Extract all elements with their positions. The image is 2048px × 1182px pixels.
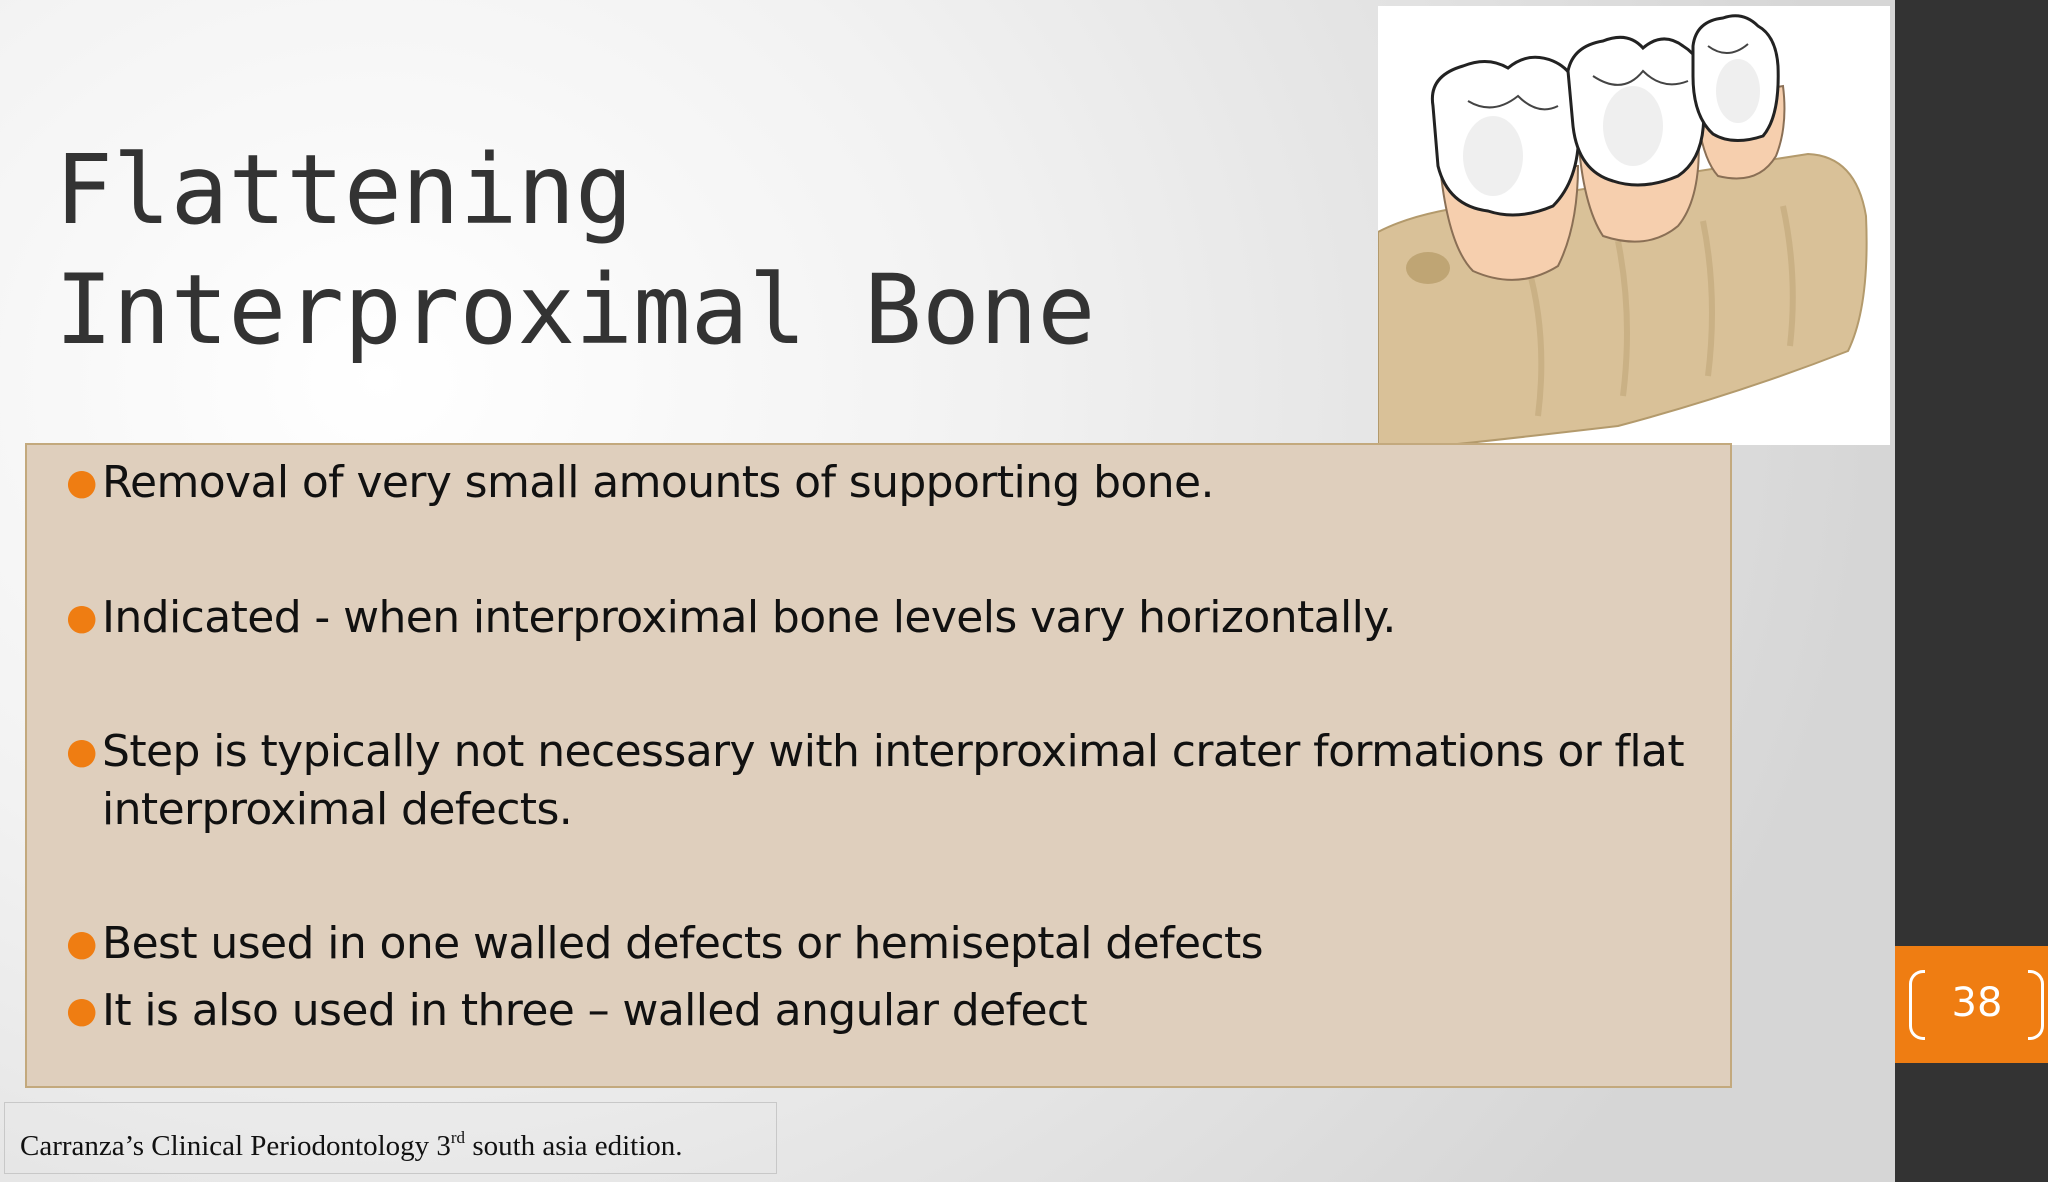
left-bracket-icon (1909, 970, 1925, 1040)
bullet-text-5: It is also used in three – walled angular defect (102, 985, 1088, 1036)
bullet-dot-icon: ● (66, 923, 97, 964)
teeth-illustration (1378, 6, 1890, 445)
citation-text: Carranza’s Clinical Periodontology 3 (20, 1130, 451, 1162)
right-bracket-icon (2028, 970, 2044, 1040)
bullet-item-2 (66, 589, 1702, 647)
bullet-dot-icon: ● (66, 990, 97, 1031)
bullet-item-1 (66, 454, 1702, 512)
title-line-1: Flattening (55, 134, 633, 246)
bullet-dot-icon: ● (66, 462, 97, 503)
page-number: 38 (1951, 980, 2003, 1026)
citation-text-end: south asia edition. (465, 1130, 683, 1162)
bullet-dot-icon: ● (66, 597, 97, 638)
bullet-item-5 (66, 982, 1702, 1040)
title-line-2: Interproximal Bone (55, 254, 1096, 366)
bullet-item-3 (66, 723, 1702, 839)
citation-reference (4, 1102, 777, 1174)
bullet-text-4: Best used in one walled defects or hemiseptal defects (102, 918, 1263, 969)
bullet-content-box (25, 443, 1732, 1088)
page-number-tab (1895, 946, 2048, 1063)
citation-superscript: rd (450, 1128, 466, 1147)
bullet-dot-icon: ● (66, 731, 97, 772)
slide-title (55, 130, 1095, 370)
bullet-text-1: Removal of very small amounts of supporting bone. (102, 457, 1214, 508)
bullet-item-4 (66, 915, 1702, 973)
bullet-text-3: Step is typically not necessary with interproximal crater formations or flat interproximal defects. (102, 726, 1685, 835)
bullet-text-2: Indicated - when interproximal bone levels vary horizontally. (102, 592, 1396, 643)
